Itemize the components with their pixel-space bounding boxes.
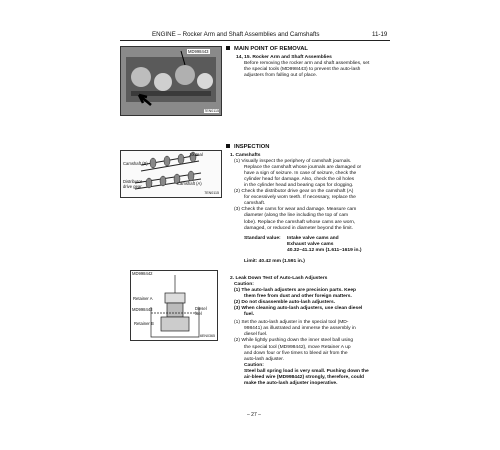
removal-line: the special tools (MD998443) to prevent the auto-lash <box>244 67 361 73</box>
figure-3-label-diesel-fuel: Diesel fuel <box>195 306 207 316</box>
inspection-heading: INSPECTION <box>226 144 269 150</box>
inspection-line: (2) Check the distributor drive gear on the camshaft (A) <box>234 189 354 195</box>
removal-heading: MAIN POINT OF REMOVAL <box>226 46 308 52</box>
inspection-line: camshaft. <box>244 201 266 207</box>
inspection-line: damaged, or reduced in diameter beyond the limit. <box>244 225 354 231</box>
caution-line: make the auto-lash adjuster inoperative. <box>244 380 338 386</box>
page-number: – 27 – <box>247 412 261 418</box>
caution-label: Caution: <box>234 282 254 288</box>
figure-2-label-journal: Journal <box>189 152 203 157</box>
figure-3-code: 6EN0365 <box>200 334 215 338</box>
figure-3-label-md998442: MD998442 <box>132 271 153 276</box>
figure-3-label-retainer-a: Retainer A <box>133 296 153 301</box>
inspection-line: have a sign of seizure. In case of seizure, check the <box>244 171 357 177</box>
figure-2-code: 7EN0115 <box>204 191 219 195</box>
limit-value: Limit: 40.42 mm (1.591 in.) <box>244 259 305 264</box>
leak-step-line: 998441) as illustrated and immerse the assembly in <box>244 326 356 332</box>
figure-3-label-md998443: MD998443 <box>132 307 153 312</box>
leak-step-line: the special tool (MD998442), move Retainer A up <box>244 344 351 350</box>
caution-line: (2) Do not disassemble auto-lash adjusters. <box>234 300 336 306</box>
leak-step-line: auto-lash adjuster. <box>244 356 284 362</box>
figure-camshafts <box>120 150 222 198</box>
leak-step-line: (2) While lightly pushing down the inner steel ball using <box>234 338 354 344</box>
inspection-line: for excessively worn teeth. If necessary, replace the <box>244 195 356 201</box>
standard-value-line: Intake valve cams and <box>287 236 339 241</box>
figure-1-part-label: MD998443 <box>188 49 209 54</box>
header-rule <box>120 40 390 41</box>
standard-value-line: Exhaust valve cams <box>287 242 334 248</box>
figure-1-code: 7EN0115 <box>204 109 219 113</box>
caution-line: them free from dust and other foreign matters. <box>244 294 352 300</box>
inspection-item-camshafts: 1. Camshafts <box>230 153 261 158</box>
figure-rocker-arm <box>120 46 222 116</box>
inspection-line: Replace the camshaft whose journals are damaged or <box>244 165 362 171</box>
inspection-line: cylinder head for damage. Also, check the oil holes <box>244 177 355 183</box>
leak-step-line: diesel fuel. <box>244 332 268 338</box>
caution-line: (1) The auto-lash adjusters are precision parts. Keep <box>234 288 357 294</box>
header-title: ENGINE – Rocker Arm and Shaft Assemblies and Camshafts <box>152 31 320 38</box>
removal-line: adjusters from falling out of place. <box>244 73 318 79</box>
header-page-number: 11-19 <box>372 31 388 38</box>
inspection-line: lobe). Replace the camshaft whose cams are worn, <box>244 219 356 225</box>
leak-step-line: and down four or five times to bleed air from the <box>244 350 348 356</box>
removal-section <box>236 55 386 79</box>
inspection-line: (1) Visually inspect the periphery of camshaft journals. <box>234 159 352 165</box>
inspection-line: (3) Check the cams for wear and damage. Measure cam <box>234 207 357 213</box>
inspection-line: diameter (along the line including the top of cam <box>244 213 349 219</box>
standard-value-block <box>287 236 397 254</box>
standard-value-line: 40.32–41.12 mm (1.611–1619 in.) <box>287 248 362 254</box>
section-bullet-icon <box>226 46 230 50</box>
leak-step-line: (1) Set the auto-lash adjuster in the special tool (MD- <box>234 320 349 326</box>
caution-line: fuel. <box>244 312 255 318</box>
leak-down-heading: 2. Leak Down Test of Auto-Lash Adjusters <box>230 276 328 281</box>
inspection-line: in the cylinder head and bearing caps for clogging. <box>244 183 354 189</box>
inspection-section <box>230 153 390 232</box>
removal-step: 14, 15. Rocker Arm and Shaft Assemblies <box>236 55 332 60</box>
figure-2-label-distributor-gear: Distributor drive gear <box>123 179 143 189</box>
caution-line: Steel ball spring load is very small. Pushing down the <box>244 368 369 374</box>
caution-line: air-bleed wire (MD998442) strongly, therefore, could <box>244 374 365 380</box>
caution-line: (3) When cleaning auto-lash adjusters, use clean diesel <box>234 306 363 312</box>
caution-label: Caution: <box>244 362 264 368</box>
leak-down-section <box>230 276 390 387</box>
figure-2-label-camshaft-a: Camshaft (A) <box>177 181 202 186</box>
figure-leak-down-setup <box>130 270 218 341</box>
removal-line: Before removing the rocker arm and shaft assemblies, set <box>244 61 370 67</box>
standard-value-label: Standard value: <box>244 236 281 241</box>
figure-2-label-camshaft-b: Camshaft (B) <box>123 161 148 166</box>
section-bullet-icon <box>226 144 230 148</box>
figure-3-label-retainer-b: Retainer B <box>134 321 154 326</box>
